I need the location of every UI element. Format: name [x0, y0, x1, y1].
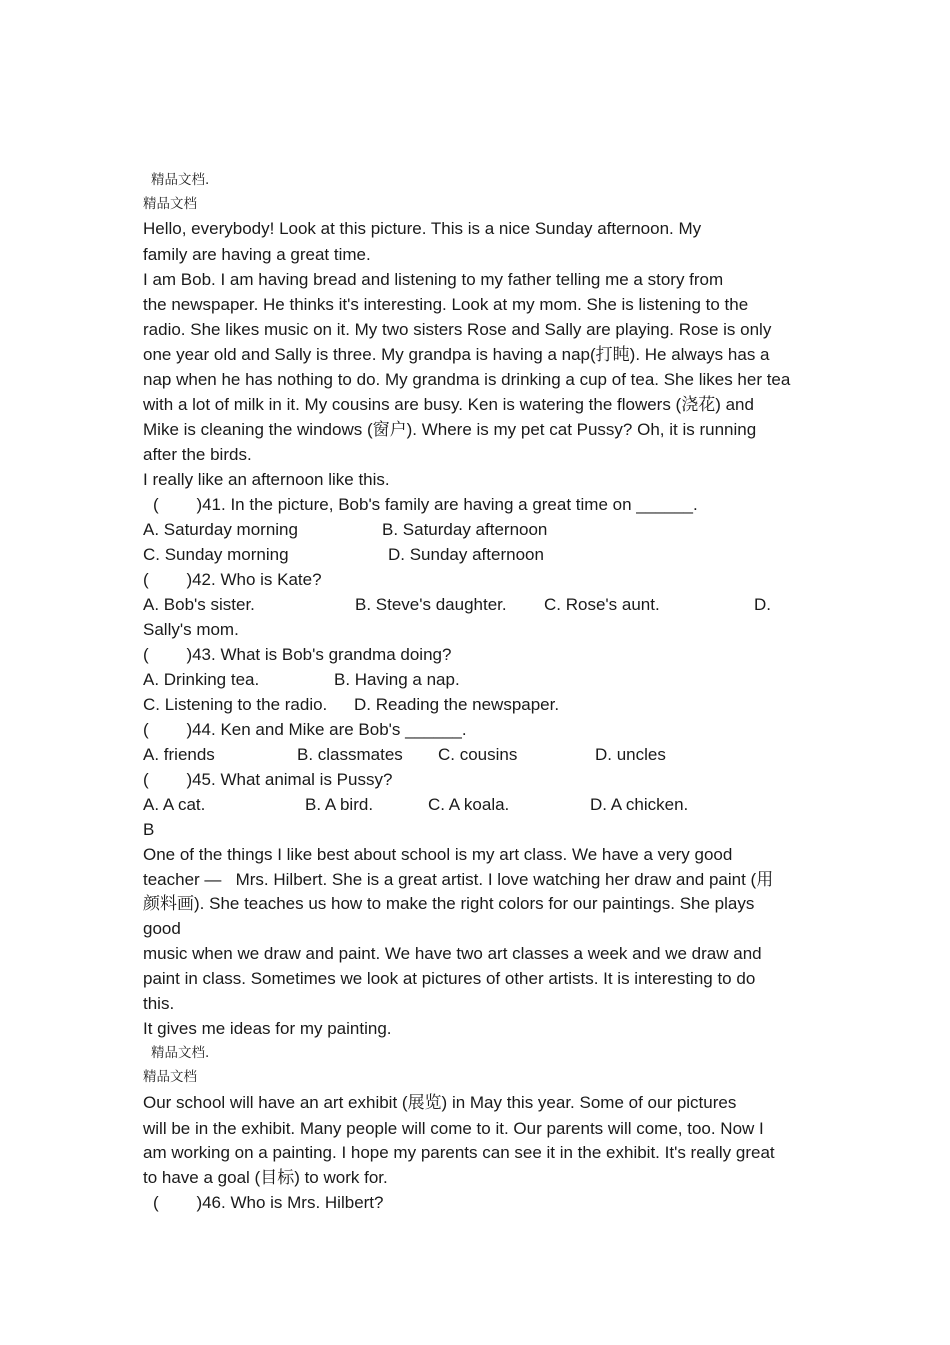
passage-b-line: this.: [143, 994, 175, 1013]
watermark-label: 精品文档.: [151, 1045, 210, 1061]
passage-a-line: nap when he has nothing to do. My grandma is drinking a cup of tea. She likes her tea: [143, 370, 791, 389]
question-43-option-a[interactable]: A. Drinking tea.: [143, 670, 260, 689]
passage-b-line: will be in the exhibit. Many people will come to it. Our parents will come, too. Now I: [143, 1119, 764, 1138]
passage-a-line: the newspaper. He thinks it's interesting. Look at my mom. She is listening to the: [143, 295, 749, 314]
question-42-option-d-text[interactable]: Sally's mom.: [143, 620, 239, 639]
watermark-label: 精品文档.: [151, 172, 210, 188]
question-43-option-d[interactable]: D. Reading the newspaper.: [354, 695, 560, 714]
passage-b-line: One of the things I like best about school is my art class. We have a very good: [143, 845, 733, 864]
watermark-sublabel: 精品文档: [143, 1069, 197, 1085]
question-41-option-c[interactable]: C. Sunday morning: [143, 545, 289, 564]
question-41-option-a[interactable]: A. Saturday morning: [143, 520, 298, 539]
passage-b-label: B: [143, 820, 155, 839]
question-44-option-d[interactable]: D. uncles: [595, 745, 666, 764]
question-45-stem: ( )45. What animal is Pussy?: [143, 770, 393, 789]
passage-a-line: family are having a great time.: [143, 245, 371, 264]
question-42-stem: ( )42. Who is Kate?: [143, 570, 322, 589]
question-43-option-c[interactable]: C. Listening to the radio.: [143, 695, 328, 714]
question-44-option-a[interactable]: A. friends: [143, 745, 215, 764]
passage-a-line: I really like an afternoon like this.: [143, 470, 390, 489]
question-42-option-b[interactable]: B. Steve's daughter.: [355, 595, 507, 614]
passage-a-line: I am Bob. I am having bread and listening to my father telling me a story from: [143, 270, 724, 289]
passage-a-line: one year old and Sally is three. My grandpa is having a nap(打盹). He always has a: [143, 345, 770, 364]
question-41-option-b[interactable]: B. Saturday afternoon: [382, 520, 548, 539]
question-43-stem: ( )43. What is Bob's grandma doing?: [143, 645, 452, 664]
question-45-option-a[interactable]: A. A cat.: [143, 795, 206, 814]
question-44-option-c[interactable]: C. cousins: [438, 745, 518, 764]
passage-b-line: teacher — Mrs. Hilbert. She is a great artist. I love watching her draw and paint (用: [143, 870, 774, 889]
passage-b-line: It gives me ideas for my painting.: [143, 1019, 392, 1038]
question-45-option-d[interactable]: D. A chicken.: [590, 795, 689, 814]
question-45-option-b[interactable]: B. A bird.: [305, 795, 374, 814]
passage-b-line: music when we draw and paint. We have two art classes a week and we draw and: [143, 944, 762, 963]
question-42-option-c[interactable]: C. Rose's aunt.: [544, 595, 660, 614]
question-42-option-a[interactable]: A. Bob's sister.: [143, 595, 255, 614]
passage-b-line: am working on a painting. I hope my parents can see it in the exhibit. It's really great: [143, 1143, 775, 1162]
question-46-stem: ( )46. Who is Mrs. Hilbert?: [153, 1193, 384, 1212]
question-44-option-b[interactable]: B. classmates: [297, 745, 403, 764]
question-45-option-c[interactable]: C. A koala.: [428, 795, 510, 814]
passage-a-line: with a lot of milk in it. My cousins are busy. Ken is watering the flowers (浇花) and: [143, 395, 754, 414]
question-42-option-d[interactable]: D.: [754, 595, 771, 614]
watermark-sublabel: 精品文档: [143, 196, 197, 212]
passage-b-line: 颜料画). She teaches us how to make the right colors for our paintings. She plays: [143, 894, 755, 913]
passage-b-line: good: [143, 919, 181, 938]
passage-a-line: radio. She likes music on it. My two sisters Rose and Sally are playing. Rose is only: [143, 320, 772, 339]
passage-b-line: Our school will have an art exhibit (展览) in May this year. Some of our pictures: [143, 1093, 737, 1112]
passage-a-line: Hello, everybody! Look at this picture. This is a nice Sunday afternoon. My: [143, 219, 702, 238]
question-41-stem: ( )41. In the picture, Bob's family are having a great time on ______.: [153, 495, 698, 514]
passage-b-line: paint in class. Sometimes we look at pictures of other artists. It is interesting to do: [143, 969, 756, 988]
passage-b-line: to have a goal (目标) to work for.: [143, 1168, 388, 1187]
question-43-option-b[interactable]: B. Having a nap.: [334, 670, 460, 689]
passage-a-line: after the birds.: [143, 445, 252, 464]
passage-a-line: Mike is cleaning the windows (窗户). Where is my pet cat Pussy? Oh, it is running: [143, 420, 757, 439]
question-41-option-d[interactable]: D. Sunday afternoon: [388, 545, 544, 564]
question-44-stem: ( )44. Ken and Mike are Bob's ______.: [143, 720, 467, 739]
